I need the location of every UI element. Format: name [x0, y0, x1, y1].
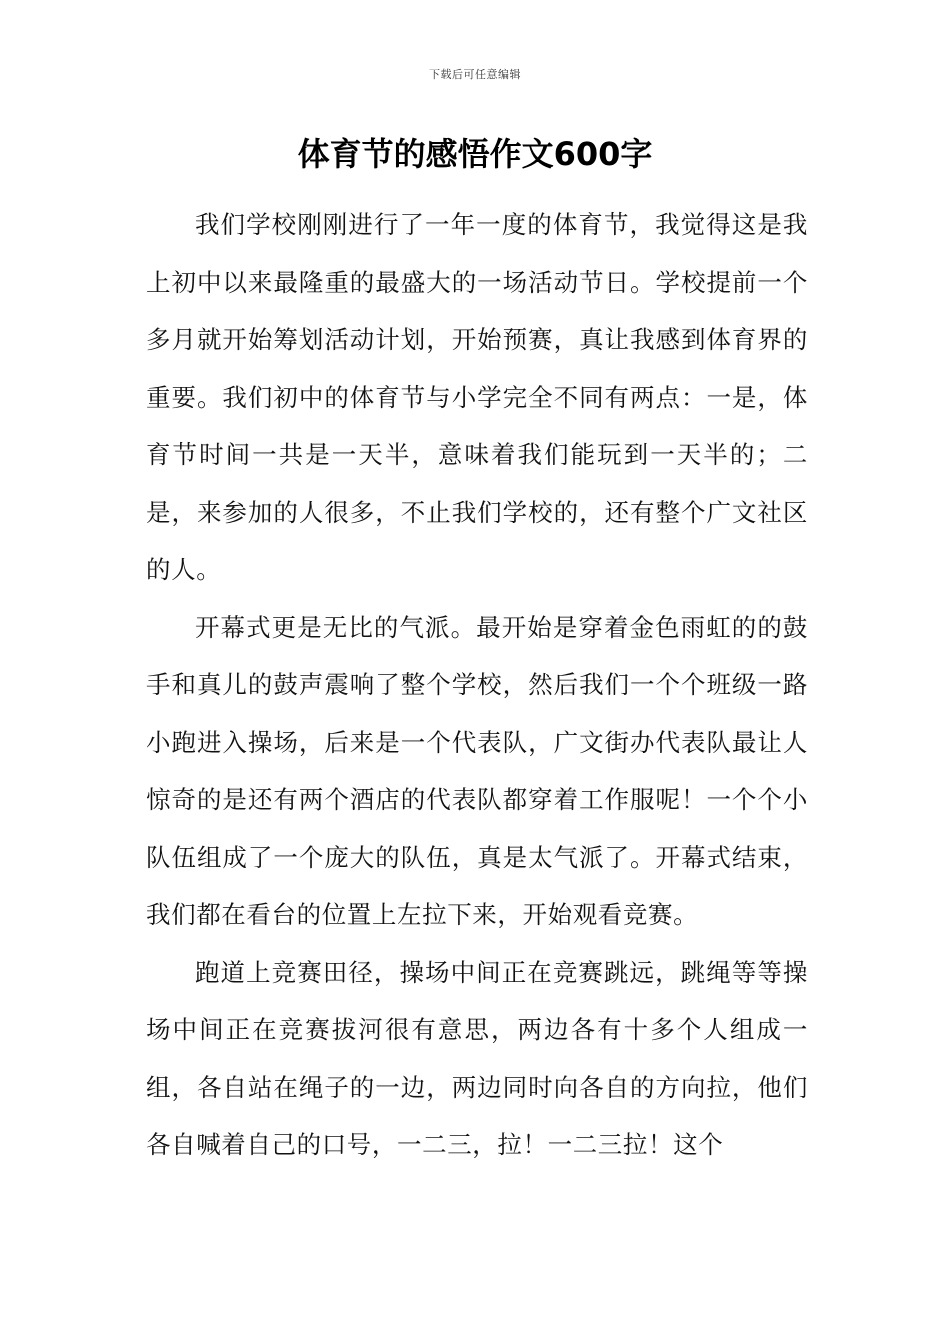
paragraph-1: 我们学校刚刚进行了一年一度的体育节，我觉得这是我上初中以来最隆重的最盛大的一场活动节日。学校提前一个多月就开始筹划活动计划，开始预赛，真让我感到体育界的重要。我们初中的体育节与小学完全不同有两点：一是，体育节时间一共是一天半，意味着我们能玩到一天半的；二是，来参加的人很多，不止我们学校的，还有整个广文社区的人。	[146, 210, 808, 584]
document-title: 体育节的感悟作文600字	[297, 135, 653, 173]
header-note: 下载后可任意编辑	[429, 68, 521, 81]
paragraph-3: 跑道上竞赛田径，操场中间正在竞赛跳远，跳绳等等操场中间正在竞赛拔河很有意思，两边各有十多个人组成一组，各自站在绳子的一边，两边同时向各自的方向拉，他们各自喊着自己的口号，一二三，拉！一二三拉！这个	[146, 957, 808, 1159]
document-body	[146, 196, 808, 1174]
paragraph-2: 开幕式更是无比的气派。最开始是穿着金色雨虹的的鼓手和真儿的鼓声震响了整个学校，然后我们一个个班级一路小跑进入操场，后来是一个代表队，广文街办代表队最让人惊奇的是还有两个酒店的代表队都穿着工作服呢！一个个小队伍组成了一个庞大的队伍，真是太气派了。开幕式结束，我们都在看台的位置上左拉下来，开始观看竞赛。	[146, 612, 808, 929]
